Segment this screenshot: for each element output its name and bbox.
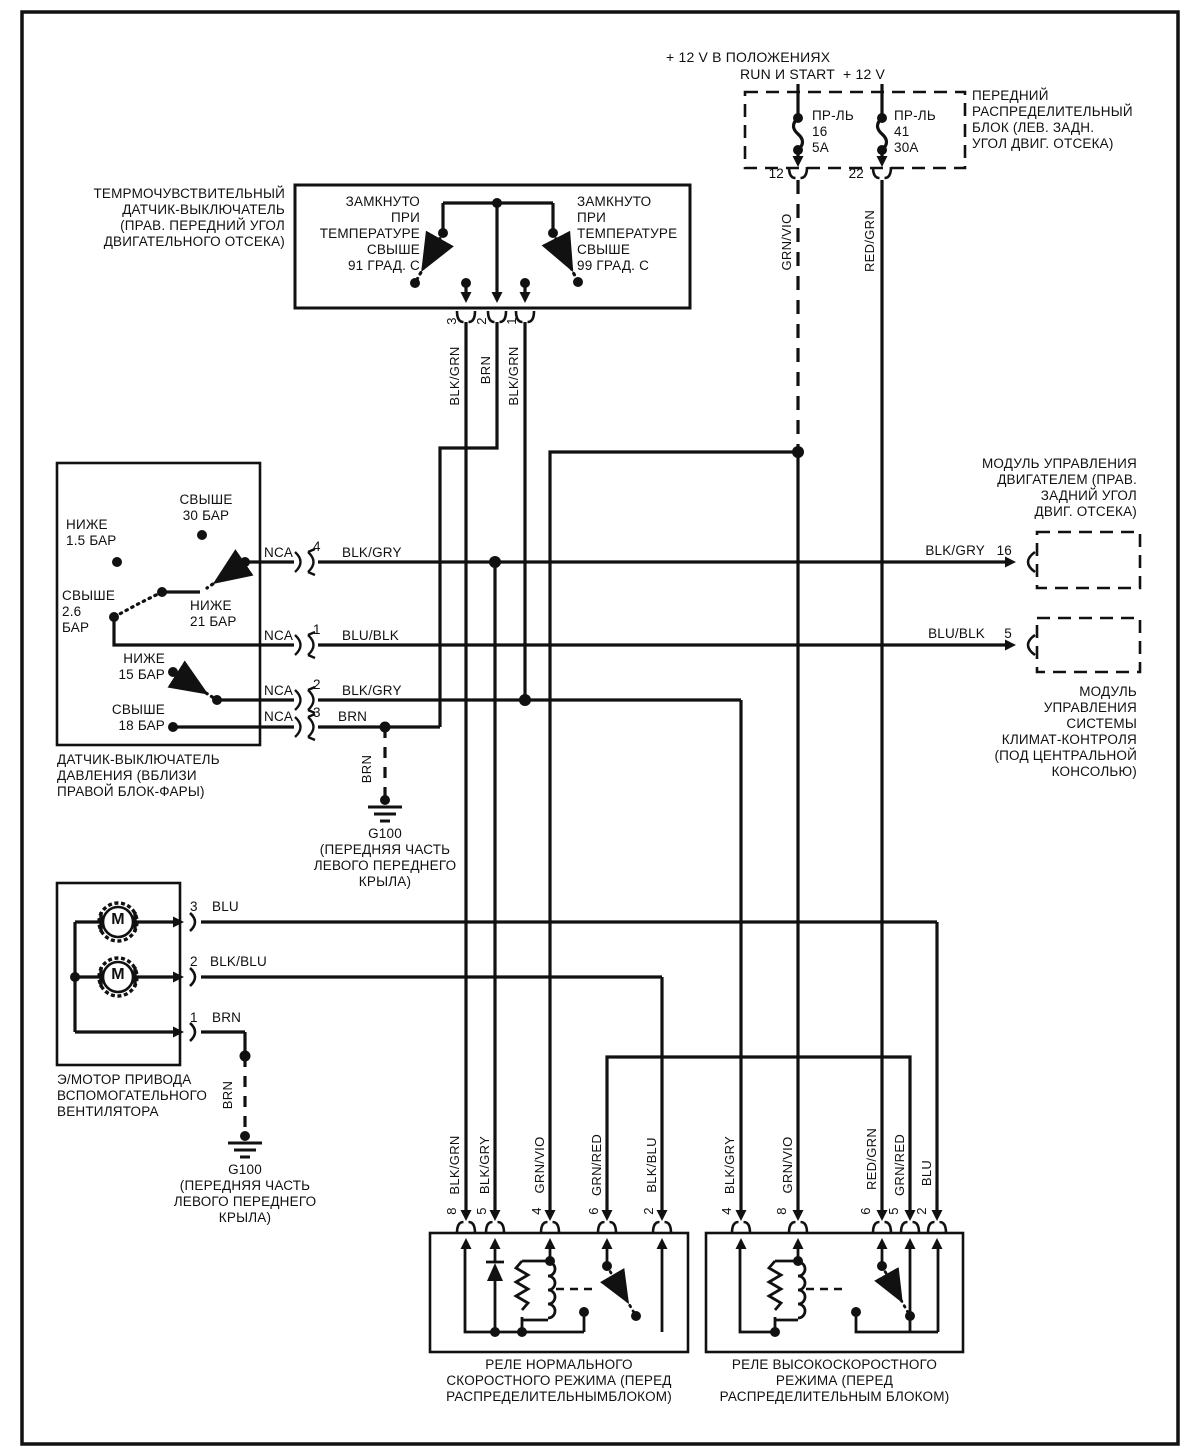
pressure-blade-2 — [114, 592, 162, 617]
relay-normal-label-3: РАСПРЕДЕЛИТЕЛЬНЫМБЛОКОМ) — [446, 1389, 672, 1404]
relay-normal-label-2: СКОРОСТНОГО РЕЖИМА (ПЕРЕД — [446, 1373, 672, 1388]
fdb-label-2: РАСПРЕДЕЛИТЕЛЬНЫЙ — [972, 104, 1133, 119]
fuse2-rating: 30А — [894, 140, 919, 155]
rn-pin5-wire: BLK/GRY — [477, 1135, 492, 1195]
fan-pin3-connector — [190, 913, 195, 931]
above18-2: 18 БАР — [118, 718, 165, 733]
below15bar-1: НИЖЕ — [66, 517, 108, 532]
ecm-label-3: ЗАДНИЙ УГОЛ — [1040, 488, 1137, 503]
above30-2: 30 БАР — [182, 508, 230, 523]
relay-high-label-2: РЕЖИМА (ПЕРЕД — [775, 1373, 894, 1388]
rn-pin6-wire: GRN/RED — [589, 1133, 604, 1197]
nca4-wire: BRN — [338, 709, 368, 724]
thermal-pin2-num: 2 — [474, 317, 489, 325]
relay-normal-label-1: РЕЛЕ НОРМАЛЬНОГО — [485, 1357, 633, 1372]
nca2-pin: 1 — [313, 622, 321, 637]
fuse1-pin: 12 — [768, 166, 784, 181]
fan-pin3-wire: BLU — [212, 899, 239, 914]
ground1-loc-1: (ПЕРЕДНЯЯ ЧАСТЬ — [319, 842, 451, 857]
switch99-label-1: ЗАМКНУТО — [577, 194, 652, 209]
rn-pin6-num: 6 — [586, 1207, 601, 1215]
rn-pin8-num: 8 — [444, 1207, 459, 1215]
thermal-pin3-num: 3 — [444, 317, 459, 325]
climate-label-2: УПРАВЛЕНИЯ — [1043, 700, 1137, 715]
ground1-loc-2: ЛЕВОГО ПЕРЕДНЕГО — [313, 858, 457, 873]
fan-pin2-wire: BLK/BLU — [210, 954, 267, 969]
rn-pin4-wire: GRN/VIO — [532, 1136, 547, 1194]
fan-pin1-wire: BRN — [212, 1010, 242, 1025]
rh-pin2-wire: BLU — [919, 1159, 934, 1187]
ground1-code: G100 — [368, 826, 402, 841]
nca1-label: NCA — [264, 545, 294, 560]
rh-pin4-wire: BLK/GRY — [722, 1135, 737, 1195]
below21-2: 21 БАР — [190, 614, 237, 629]
switch91-label-2: ПРИ — [390, 210, 420, 225]
rh-pin8-wire: GRN/VIO — [780, 1136, 795, 1194]
switch99-label-2: ПРИ — [577, 210, 607, 225]
relay-high-box — [706, 1233, 963, 1352]
thermal-label-2: ДАТЧИК-ВЫКЛЮЧАТЕЛЬ — [122, 202, 285, 217]
nca3-wire: BLK/GRY — [342, 683, 402, 698]
thermal-pin2-wire: BRN — [478, 355, 493, 385]
motor1-symbol: M — [111, 911, 125, 928]
relay-high-label-1: РЕЛЕ ВЫСОКОСКОРОСТНОГО — [731, 1357, 938, 1372]
climate-pin-connector — [1028, 635, 1035, 655]
thermal-pin3-arrow — [461, 292, 472, 303]
rn-pin5-num: 5 — [474, 1207, 489, 1215]
ecm-label-2: ДВИГАТЕЛЕМ (ПРАВ. — [997, 472, 1137, 487]
thermal-pin2-arrow — [492, 292, 503, 303]
switch91-label-5: 91 ГРАД. С — [347, 258, 420, 273]
thermal-label-1: ТЕМРМОЧУВСТВИТЕЛЬНЫЙ — [93, 186, 285, 201]
rn-pin4-num: 4 — [529, 1207, 544, 1215]
thermal-blade-99 — [553, 233, 578, 282]
ecm-label-1: МОДУЛЬ УПРАВЛЕНИЯ — [981, 456, 1137, 471]
rn-pin2-wire: BLK/BLU — [644, 1137, 659, 1193]
thermal-label-3: (ПРАВ. ПЕРЕДНИЙ УГОЛ — [120, 218, 285, 233]
pressure-blade-1 — [207, 562, 245, 588]
relay-high-label-3: РАСПРЕДЕЛИТЕЛЬНЫМ БЛОКОМ) — [719, 1389, 950, 1404]
fuse1-pin-arrow — [793, 156, 804, 167]
pressure-label-2: ДАВЛЕНИЯ (ВБЛИЗИ — [57, 768, 197, 783]
fan-pin1-num: 1 — [190, 1010, 198, 1025]
climate-module-box — [1037, 618, 1140, 672]
fdb-label-3: БЛОК (ЛЕВ. ЗАДН. — [972, 120, 1095, 135]
thermal-pin1-wire: BLK/GRN — [506, 346, 521, 406]
fuse2-pin-arrow — [877, 156, 888, 167]
fuse1-name: ПР-ЛЬ — [812, 108, 854, 123]
ground1-wire: BRN — [359, 754, 374, 784]
switch91-label-1: ЗАМКНУТО — [345, 194, 420, 209]
switch99-label-3: ТЕМПЕРАТУРЕ — [577, 226, 678, 241]
below15-1: НИЖЕ — [123, 651, 165, 666]
fuse2-pin: 22 — [848, 166, 864, 181]
above26-2: 2.6 — [62, 604, 82, 619]
fan-label-3: ВЕНТИЛЯТОРА — [57, 1104, 159, 1119]
rh-pin2-num: 2 — [914, 1207, 929, 1215]
ecm-label-4: ДВИГ. ОТСЕКА) — [1034, 504, 1137, 519]
below21-1: НИЖЕ — [190, 598, 232, 613]
above18-1: СВЫШЕ — [111, 702, 165, 717]
climate-label-3: СИСТЕМЫ — [1066, 716, 1137, 731]
switch91-label-3: ТЕМПЕРАТУРЕ — [319, 226, 420, 241]
rn-pin8-wire: BLK/GRN — [447, 1135, 462, 1195]
fan-pin2-num: 2 — [190, 954, 198, 969]
wire-brn-fan — [201, 1032, 245, 1056]
nca2-label: NCA — [264, 628, 294, 643]
ground2-code: G100 — [228, 1162, 262, 1177]
fan-pin1-arrow — [173, 1027, 184, 1038]
fuse2-name: ПР-ЛЬ — [894, 108, 936, 123]
switch99-label-5: 99 ГРАД. С — [577, 258, 650, 273]
ecm-pin-connector — [1028, 552, 1035, 572]
above26-3: БАР — [62, 620, 90, 635]
climate-label-4: КЛИМАТ-КОНТРОЛЯ — [1001, 732, 1137, 747]
wire-label-redgrn-top: RED/GRN — [862, 209, 877, 273]
feed-run-label-2: RUN И START — [740, 66, 835, 82]
fuse2-number: 41 — [894, 124, 910, 139]
above26-1: СВЫШЕ — [62, 588, 116, 603]
climate-wire: BLU/BLK — [928, 626, 985, 641]
relay-normal-internals — [465, 1249, 662, 1332]
ground-symbol-2 — [228, 1131, 262, 1157]
climate-label-1: МОДУЛЬ — [1079, 684, 1137, 699]
fan-label-1: Э/МОТОР ПРИВОДА — [57, 1072, 192, 1087]
fdb-label-4: УГОЛ ДВИГ. ОТСЕКА) — [972, 136, 1114, 151]
wire-blu — [201, 922, 937, 1212]
switch99-label-4: СВЫШЕ — [577, 242, 631, 257]
below15-2: 15 БАР — [118, 667, 165, 682]
nca3-pin: 2 — [313, 677, 321, 692]
nca4-pin: 3 — [313, 705, 321, 720]
fan-pin2-connector — [190, 968, 195, 986]
thermal-label-4: ДВИГАТЕЛЬНОГО ОТСЕКА) — [103, 234, 285, 249]
fan-label-2: ВСПОМОГАТЕЛЬНОГО — [57, 1088, 208, 1103]
fan-pin3-arrow — [173, 917, 184, 928]
ground2-loc-3: КРЫЛА) — [218, 1210, 272, 1225]
nca-connector-4 — [295, 714, 315, 740]
nca2-wire: BLU/BLK — [342, 628, 399, 643]
nca3-label: NCA — [264, 683, 294, 698]
nca-connector-3 — [295, 687, 315, 713]
fan-pin3-num: 3 — [190, 899, 198, 914]
rh-pin5-num: 5 — [886, 1207, 901, 1215]
nca-connector-1 — [295, 549, 315, 575]
pressure-blade-3 — [173, 672, 217, 700]
wire-blublk-climate — [114, 617, 1010, 645]
pressure-label-3: ПРАВОЙ БЛОК-ФАРЫ) — [57, 784, 205, 799]
above30-1: СВЫШЕ — [179, 492, 233, 507]
front-distribution-box — [745, 92, 965, 168]
climate-label-6: КОНСОЛЬЮ) — [1051, 764, 1137, 779]
wire-label-grnvio-top: GRN/VIO — [779, 213, 794, 271]
ground2-loc-2: ЛЕВОГО ПЕРЕДНЕГО — [173, 1194, 317, 1209]
motor2-symbol: M — [111, 966, 125, 983]
wire-grnvio-branch — [550, 452, 798, 1212]
ecm-pin: 16 — [996, 543, 1012, 558]
rh-pin6-num: 6 — [858, 1207, 873, 1215]
thermal-internal-wires — [443, 203, 553, 296]
thermal-pin3-wire: BLK/GRN — [447, 346, 462, 406]
fuse1-rating: 5А — [812, 140, 829, 155]
rh-pin6-wire: RED/GRN — [864, 1127, 879, 1191]
rh-pin5-wire: GRN/RED — [892, 1133, 907, 1197]
thermal-pin1-num: 1 — [504, 317, 519, 325]
feed-12v-label: + 12 V — [843, 66, 886, 82]
ground1-loc-3: КРЫЛА) — [358, 874, 412, 889]
pressure-label-1: ДАТЧИК-ВЫКЛЮЧАТЕЛЬ — [57, 752, 220, 767]
switch91-label-4: СВЫШЕ — [366, 242, 420, 257]
ecm-box — [1037, 532, 1140, 588]
rn-pin2-num: 2 — [641, 1207, 656, 1215]
nca1-wire: BLK/GRY — [342, 545, 402, 560]
ecm-wire: BLK/GRY — [925, 543, 985, 558]
ground2-loc-1: (ПЕРЕДНЯЯ ЧАСТЬ — [179, 1178, 311, 1193]
nca1-pin: 4 — [313, 539, 321, 554]
fan-pin2-arrow — [173, 972, 184, 983]
ground2-wire: BRN — [220, 1080, 235, 1110]
climate-label-5: (ПОД ЦЕНТРАЛЬНОЙ — [994, 748, 1137, 763]
relay-normal-box — [430, 1233, 688, 1352]
below15bar-2: 1.5 БАР — [66, 533, 117, 548]
rh-pin8-num: 8 — [774, 1207, 789, 1215]
fdb-label-1: ПЕРЕДНИЙ — [972, 88, 1049, 103]
nca-connector-2 — [295, 632, 315, 658]
fuse1-number: 16 — [812, 124, 828, 139]
thermal-pin3-connector — [457, 311, 475, 322]
nca4-label: NCA — [264, 709, 294, 724]
rh-pin4-num: 4 — [719, 1207, 734, 1215]
thermal-pin1-arrow — [520, 292, 531, 303]
climate-pin: 5 — [1004, 626, 1012, 641]
feed-run-label-1: + 12 V В ПОЛОЖЕНИЯХ — [666, 49, 831, 65]
